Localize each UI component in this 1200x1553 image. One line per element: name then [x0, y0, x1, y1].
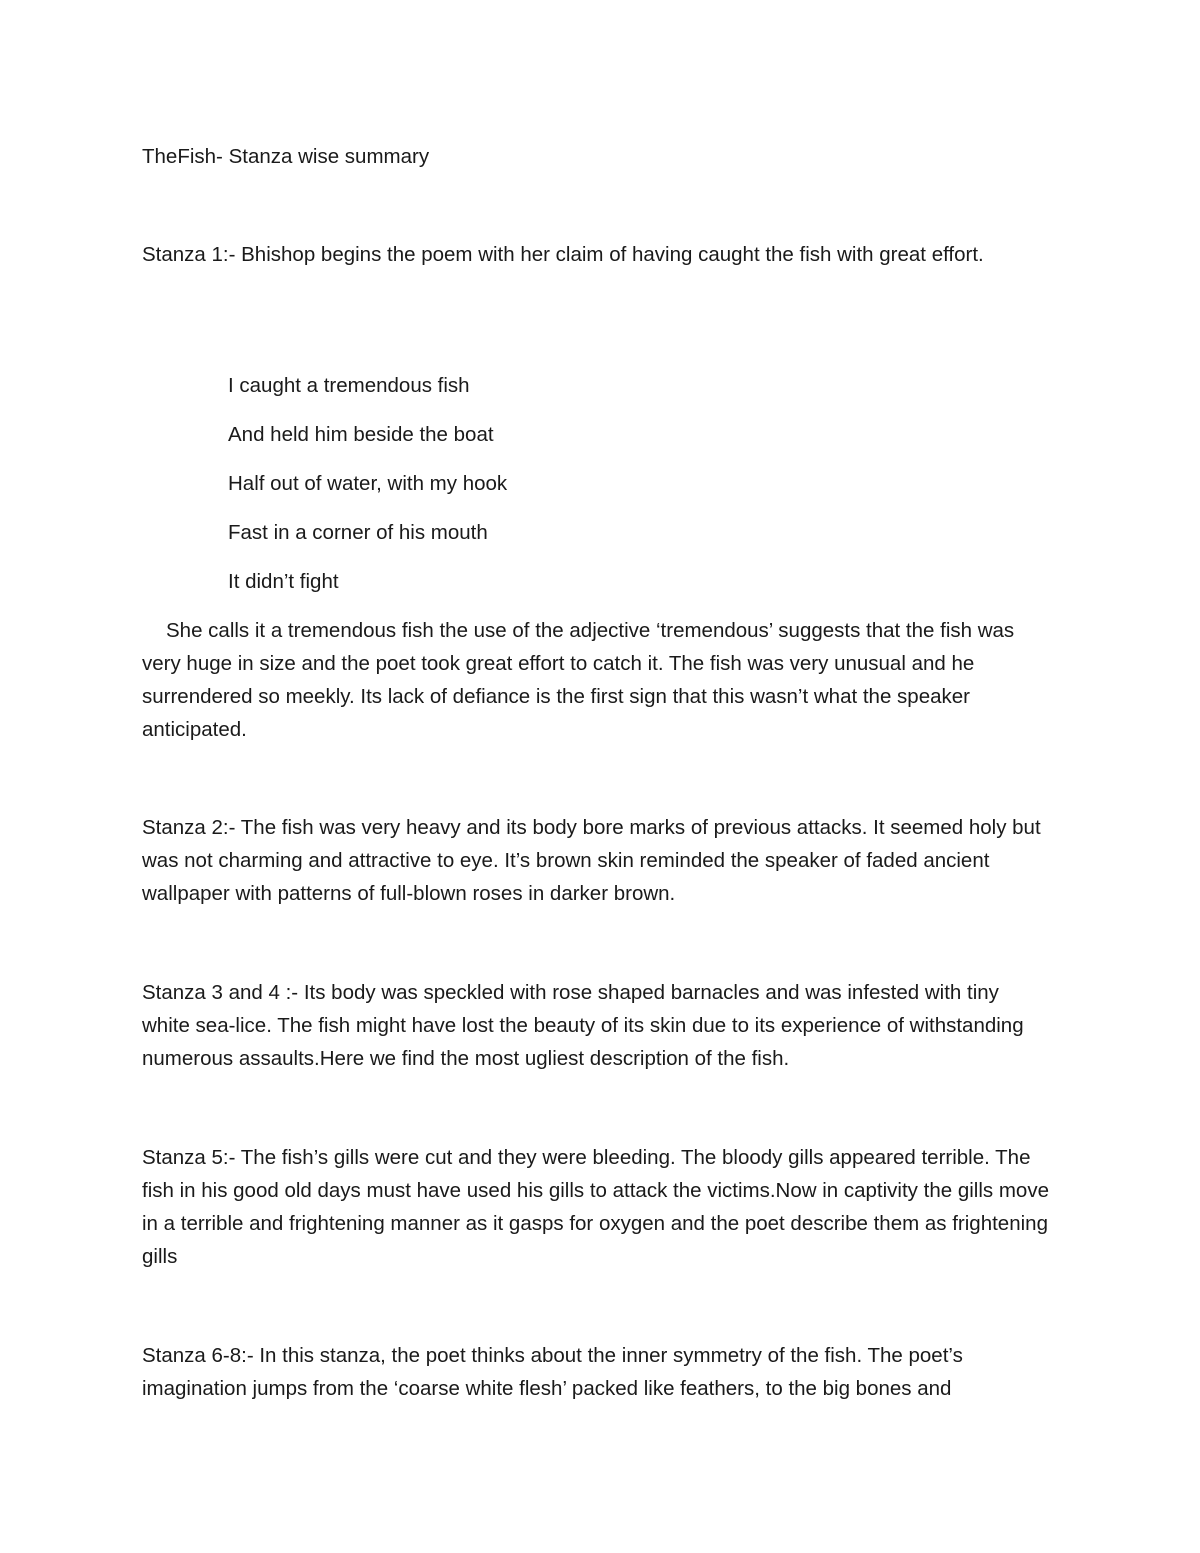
poem-line-5: It didn’t fight [228, 570, 339, 593]
stanza-3-4-summary: Stanza 3 and 4 :- Its body was speckled with rose shaped barnacles and was infested with tiny white sea-lice. The fish might have lost the beauty of its skin due to its experience of withstanding numerous assaults.Here we find the most ugliest description of the fish. [142, 981, 1024, 1070]
poem-line-4: Fast in a corner of his mouth [228, 521, 488, 544]
poem-line-1: I caught a tremendous fish [228, 374, 470, 397]
stanza-2-summary: Stanza 2:- The fish was very heavy and its body bore marks of previous attacks. It seemed holy but was not charming and attractive to eye. It’s brown skin reminded the speaker of faded ancient wallpaper with patterns of full-blown roses in darker brown. [142, 816, 1041, 905]
stanza-6-8-summary: Stanza 6-8:- In this stanza, the poet thinks about the inner symmetry of the fish. The poet’s imagination jumps from the ‘coarse white flesh’ packed like feathers, to the big bones and [142, 1344, 963, 1400]
poem-line-3: Half out of water, with my hook [228, 472, 508, 495]
stanza-1-commentary: She calls it a tremendous fish the use of the adjective ‘tremendous’ suggests that the fish was very huge in size and the poet took great effort to catch it. The fish was very unusual and he surrendered so meekly. Its lack of defiance is the first sign that this wasn’t what the speaker anticipated. [142, 619, 1015, 741]
poem-line-2: And held him beside the boat [228, 423, 494, 446]
stanza-5-summary: Stanza 5:- The fish’s gills were cut and they were bleeding. The bloody gills appeared terrible. The fish in his good old days must have used his gills to attack the victims.Now in captivity the gills move in a terrible and frightening manner as it gasps for oxygen and the poet describe them as frightening gills [142, 1146, 1049, 1268]
stanza-1-intro: Stanza 1:- Bhishop begins the poem with her claim of having caught the fish with great effort. [142, 243, 984, 266]
document-title: TheFish- Stanza wise summary [142, 145, 430, 168]
